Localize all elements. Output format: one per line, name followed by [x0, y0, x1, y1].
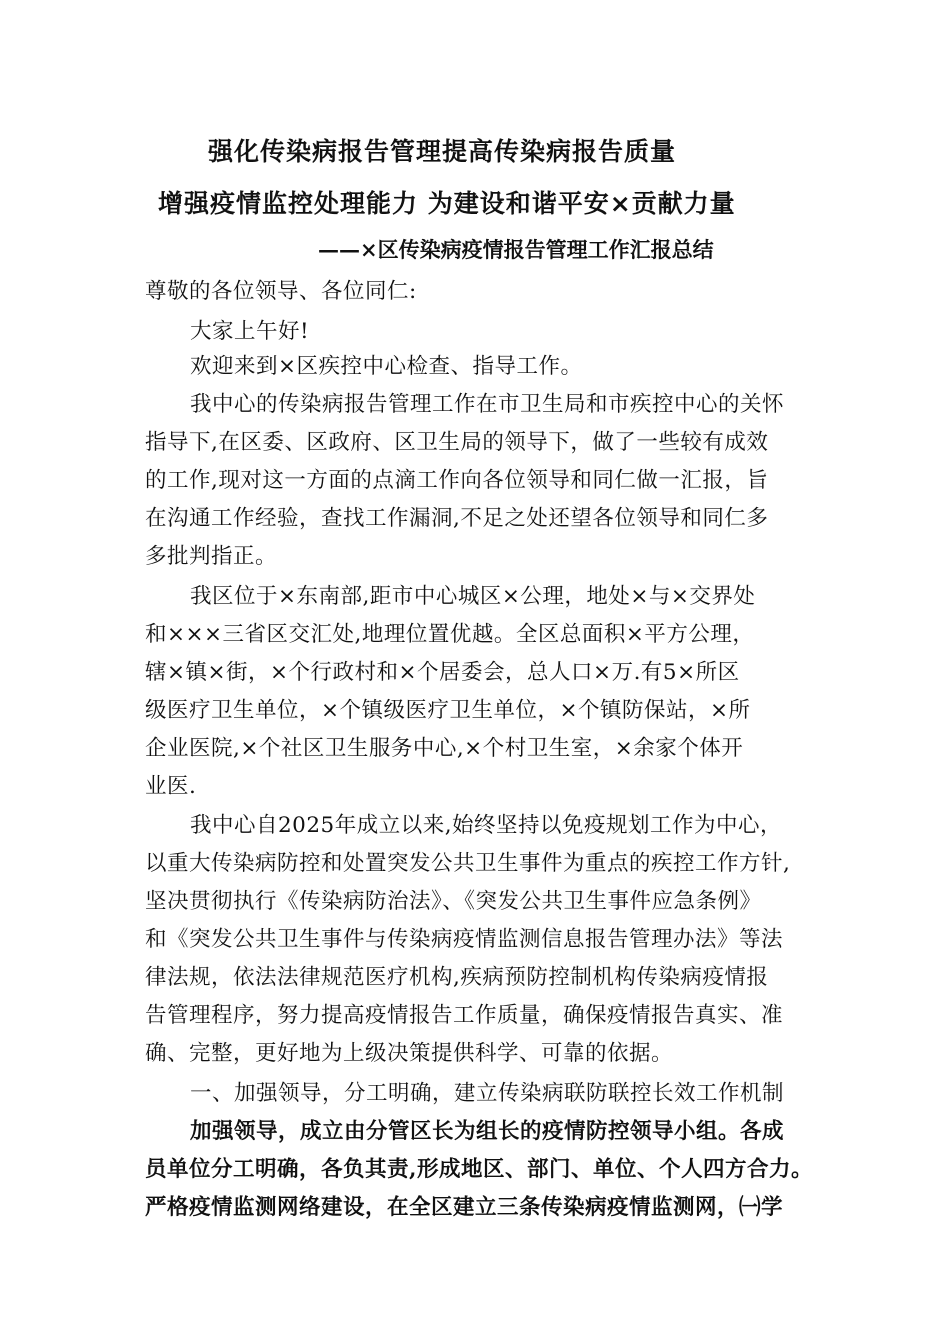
greeting: 大家上午好! [190, 319, 310, 344]
paragraph-line: 的工作,现对这一方面的点滴工作向各位领导和同仁做一汇报，旨 [145, 468, 769, 493]
section-heading: 一、加强领导，分工明确，建立传染病联防联控长效工作机制 [190, 1081, 785, 1106]
paragraph-line: 员单位分工明确，各负其责,形成地区、部门、单位、个人四方合力。 [145, 1157, 813, 1182]
paragraph-line: 坚决贯彻执行《传染病防治法》、《突发公共卫生事件应急条例》 [145, 889, 762, 914]
paragraph-line: 律法规，依法法律规范医疗机构,疾病预防控制机构传染病疫情报 [145, 965, 769, 990]
paragraph-line: 以重大传染病防控和处置突发公共卫生事件为重点的疾控工作方针, [145, 851, 791, 876]
paragraph-line: 和×××三省区交汇处,地理位置优越。全区总面积×平方公理， [145, 622, 755, 647]
paragraph-line: 指导下,在区委、区政府、区卫生局的领导下，做了一些较有成效 [145, 430, 769, 455]
document-title-line-1: 强化传染病报告管理提高传染病报告质量 [208, 137, 677, 166]
document-title-line-2: 增强疫情监控处理能力 为建设和谐平安×贡献力量 [158, 189, 736, 218]
salutation: 尊敬的各位领导、各位同仁: [145, 279, 417, 304]
paragraph-line: 企业医院,×个社区卫生服务中心,×个村卫生室，×余家个体开 [145, 736, 744, 761]
paragraph-line: 加强领导，成立由分管区长为组长的疫情防控领导小组。各成 [190, 1119, 785, 1144]
paragraph-line: 多批判指正。 [145, 544, 278, 569]
paragraph-line: 业医. [145, 774, 197, 799]
welcome-line: 欢迎来到×区疾控中心检查、指导工作。 [190, 354, 583, 379]
paragraph-line: 级医疗卫生单位，×个镇级医疗卫生单位，×个镇防保站，×所 [145, 698, 751, 723]
document-subtitle: ——×区传染病疫情报告管理工作汇报总结 [318, 237, 714, 262]
paragraph-line: 在沟通工作经验，查找工作漏洞,不足之处还望各位领导和同仁多 [145, 506, 769, 531]
paragraph-line: 我中心的传染病报告管理工作在市卫生局和市疾控中心的关怀 [190, 392, 785, 417]
paragraph-line: 确、完整，更好地为上级决策提供科学、可靠的依据。 [145, 1041, 674, 1066]
paragraph-line: 和《突发公共卫生事件与传染病疫情监测信息报告管理办法》等法 [145, 927, 784, 952]
paragraph-line: 我中心自2025年成立以来,始终坚持以免疫规划工作为中心， [190, 813, 783, 838]
paragraph-line: 辖×镇×街，×个行政村和×个居委会，总人口×万.有5×所区 [145, 660, 740, 685]
paragraph-line: 我区位于×东南部,距市中心城区×公理，地处×与×交界处 [190, 584, 756, 609]
paragraph-line: 告管理程序，努力提高疫情报告工作质量，确保疫情报告真实、准 [145, 1003, 784, 1028]
paragraph-line: 严格疫情监测网络建设，在全区建立三条传染病疫情监测网，㈠学 [145, 1195, 784, 1220]
